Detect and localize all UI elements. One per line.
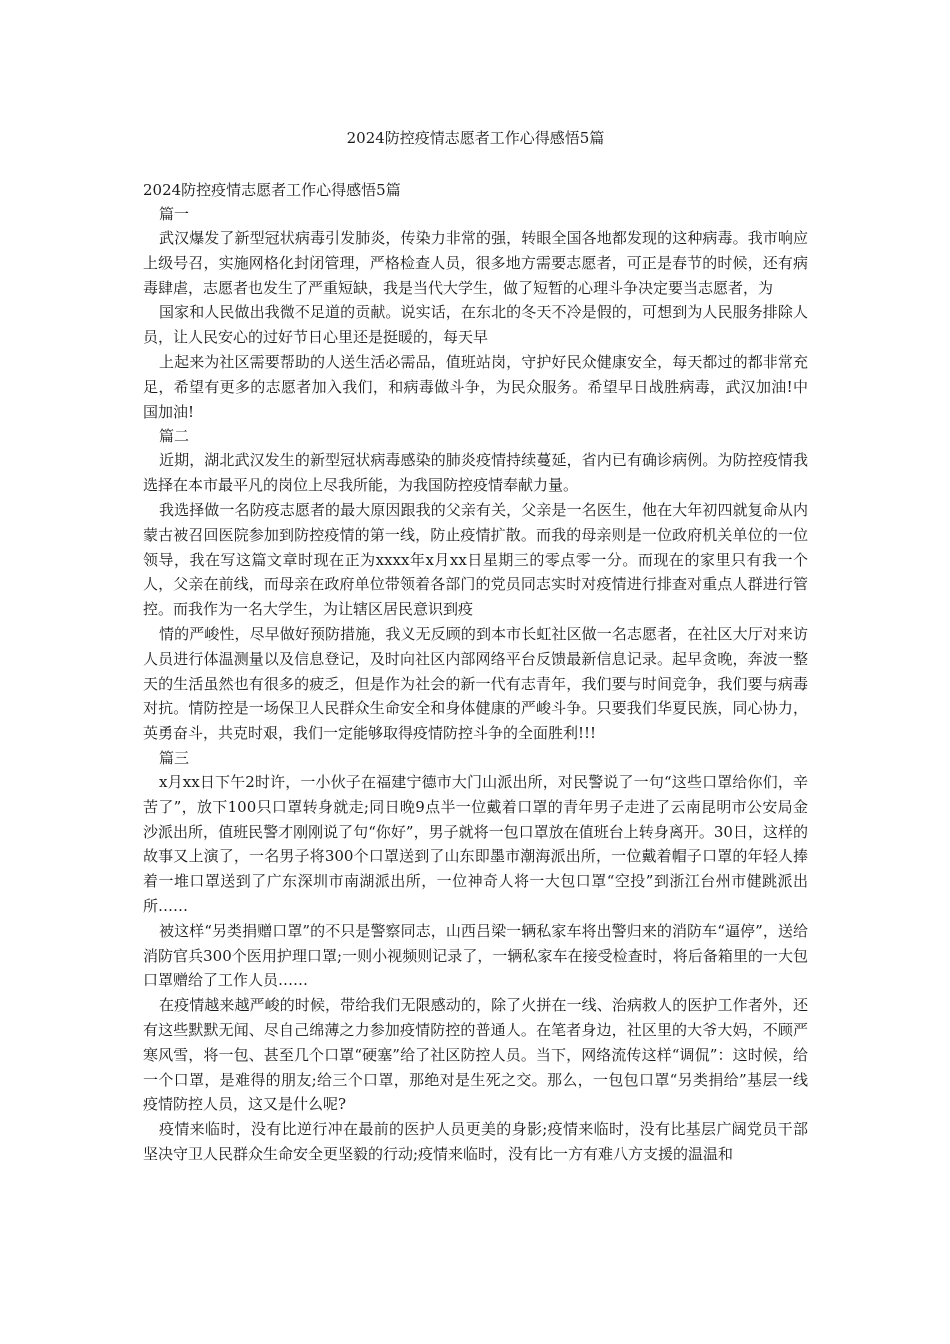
paragraph: 上起来为社区需要帮助的人送生活必需品，值班站岗，守护好民众健康安全，每天都过的都非常充足，希望有更多的志愿者加入我们，和病毒做斗争，为民众服务。希望早日战胜病毒，武汉加油!中国加油! bbox=[143, 352, 808, 421]
paragraph: 被这样“另类捐赠口罩”的不只是警察同志，山西吕梁一辆私家车将出警归来的消防车“逼停”，送给消防官兵300个医用护理口罩;一则小视频则记录了，一辆私家车在接受检查时，将后备箱里的一大包口罩赠给了工作人员…… bbox=[143, 921, 808, 990]
document-body bbox=[143, 178, 808, 1167]
paragraph: 疫情来临时，没有比逆行冲在最前的医护人员更美的身影;疫情来临时，没有比基层广阔党员干部坚决守卫人民群众生命安全更坚毅的行动;疫情来临时，没有比一方有难八方支援的温温和 bbox=[143, 1120, 808, 1163]
section-label: 篇一 bbox=[159, 205, 190, 223]
section-label: 篇二 bbox=[159, 427, 190, 446]
page-title: 2024防控疫情志愿者工作心得感悟5篇 bbox=[346, 129, 605, 147]
section-2 bbox=[143, 424, 808, 746]
paragraph: 武汉爆发了新型冠状病毒引发肺炎，传染力非常的强，转眼全国各地都发现的这种病毒。我市响应上级号召，实施网格化封闭管理，严格检查人员，很多地方需要志愿者，可正是春节的时候，还有病毒肆虐，志愿者也发生了严重短缺，我是当代大学生，做了短暂的心理斗争决定要当志愿者，为 bbox=[143, 229, 808, 297]
paragraph: 我选择做一名防疫志愿者的最大原因跟我的父亲有关，父亲是一名医生，他在大年初四就复命从内蒙古被召回医院参加到防控疫情的第一线，防止疫情扩散。而我的母亲则是一位政府机关单位的一位领导，我在写这篇文章时现在正为xxxx年x月xx日星期三的零点零一分。而现在的家里只有我一个人，父亲在前线，而母亲在政府单位带领着各部门的党员同志实时对疫情进行排查对重点人群进行管控。而我作为一名大学生，为让辖区居民意识到疫 bbox=[143, 500, 808, 619]
paragraph: x月xx日下午2时许，一小伙子在福建宁德市大门山派出所，对民警说了一句“这些口罩给你们，辛苦了”，放下100只口罩转身就走;同日晚9点半一位戴着口罩的青年男子走进了云南昆明市公安局金沙派出所，值班民警才刚刚说了句“你好”，男子就将一包口罩放在值班台上转身离开。30日，这样的故事又上演了，一名男子将300个口罩送到了山东即墨市潮海派出所，一位戴着帽子口罩的年轻人捧着一堆口罩送到了广东深圳市南湖派出所，一位神奇人将一大包口罩“空投”到浙江台州市健跳派出所…… bbox=[143, 772, 808, 915]
section-label: 篇三 bbox=[159, 748, 190, 767]
document-heading: 2024防控疫情志愿者工作心得感悟5篇 bbox=[143, 181, 401, 199]
paragraph: 在疫情越来越严峻的时候，带给我们无限感动的，除了火拼在一线、治病救人的医护工作者外，还有这些默默无闻、尽自己绵薄之力参加疫情防控的普通人。在笔者身边，社区里的大爷大妈，不顾严寒风雪，将一包、甚至几个口罩“硬塞”给了社区防控人员。当下，网络流传这样“调侃”：这时候，给一个口罩，是难得的朋友;给三个口罩，那绝对是生死之交。那么，一包包口罩“另类捐给”基层一线疫情防控人员，这又是什么呢? bbox=[143, 996, 808, 1114]
section-1 bbox=[143, 202, 808, 424]
paragraph: 国家和人民做出我微不足道的贡献。说实话，在东北的冬天不冷是假的，可想到为人民服务排除人员，让人民安心的过好节日心里还是挺暖的，每天早 bbox=[143, 303, 808, 347]
paragraph: 情的严峻性，尽早做好预防措施，我义无反顾的到本市长虹社区做一名志愿者，在社区大厅对来访人员进行体温测量以及信息登记，及时向社区内部网络平台反馈最新信息记录。起早贪晚，奔波一整天的生活虽然也有很多的疲乏，但是作为社会的新一代有志青年，我们要与时间竞争，我们要与病毒对抗。情防控是一场保卫人民群众生命安全和身体健康的严峻斗争。只要我们华夏民族，同心协力，英勇奋斗，共克时艰，我们一定能够取得疫情防控斗争的全面胜利!!! bbox=[143, 624, 808, 743]
paragraph: 近期，湖北武汉发生的新型冠状病毒感染的肺炎疫情持续蔓延，省内已有确诊病例。为防控疫情我选择在本市最平凡的岗位上尽我所能，为我国防控疫情奉献力量。 bbox=[143, 451, 808, 495]
section-3 bbox=[143, 746, 808, 1167]
